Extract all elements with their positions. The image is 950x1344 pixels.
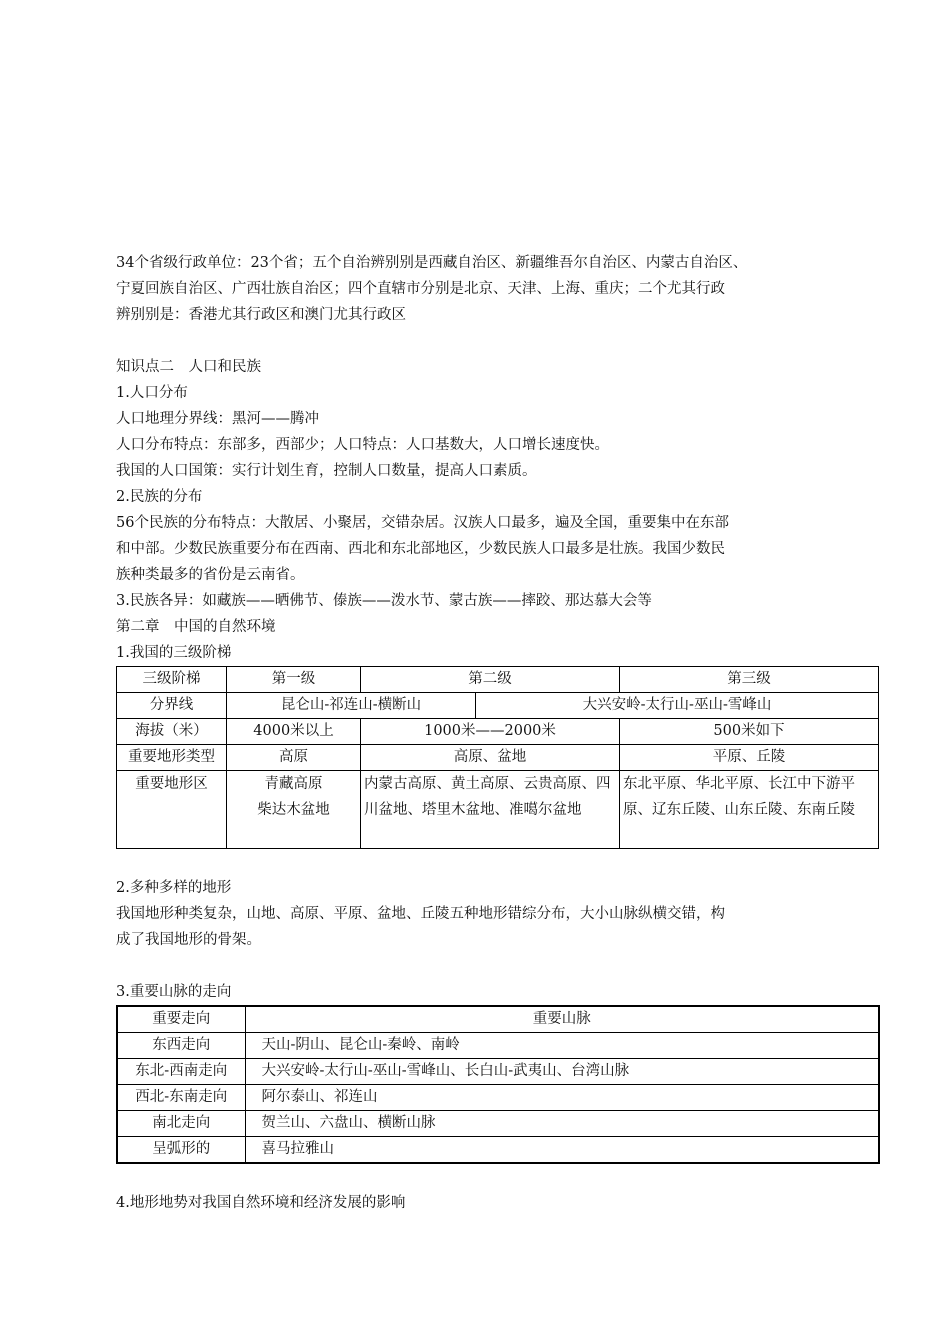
table-row <box>117 1006 879 1033</box>
table-cell: 贺兰山、六盘山、横断山脉 <box>245 1111 879 1137</box>
table-header-cell: 三级阶梯 <box>117 667 227 693</box>
intro-line-3: 辨别别是：香港尤其行政区和澳门尤其行政区 <box>116 307 406 323</box>
table-cell: 500米如下 <box>620 719 879 745</box>
table-row <box>117 719 879 745</box>
table-header-cell: 第一级 <box>227 667 361 693</box>
table-cell: 1000米——2000米 <box>361 719 620 745</box>
table-cell: 东北-西南走向 <box>117 1059 245 1085</box>
table-row <box>117 693 879 719</box>
table-row <box>117 1059 879 1085</box>
table-header-cell: 第二级 <box>361 667 620 693</box>
paragraph-line: 族种类最多的省份是云南省。 <box>116 567 305 583</box>
document-page <box>116 250 880 1216</box>
subheading-population: 1.人口分布 <box>116 385 188 401</box>
chapter-heading: 第二章 中国的自然环境 <box>116 619 276 635</box>
table-row <box>117 1137 879 1164</box>
intro-line-2: 宁夏回族自治区、广西壮族自治区；四个直辖市分别是北京、天津、上海、重庆；二个尤其行政 <box>116 281 725 297</box>
table-row <box>117 771 879 849</box>
subheading-ethnic: 2.民族的分布 <box>116 489 203 505</box>
table-header-cell: 第三级 <box>620 667 879 693</box>
table-cell: 大兴安岭-太行山-巫山-雪峰山 <box>476 693 879 719</box>
subheading-steps: 1.我国的三级阶梯 <box>116 645 232 661</box>
subheading-landforms: 2.多种多样的地形 <box>116 880 232 896</box>
paragraph-line: 成了我国地形的骨架。 <box>116 932 261 948</box>
paragraph-line: 我国地形种类复杂，山地、高原、平原、盆地、丘陵五种地形错综分布，大小山脉纵横交错，构 <box>116 906 725 922</box>
table-header-cell: 重要走向 <box>117 1006 245 1033</box>
paragraph-line: 和中部。少数民族重要分布在西南、西北和东北部地区，少数民族人口最多是壮族。我国少数民 <box>116 541 725 557</box>
intro-line-1: 34个省级行政单位：23个省；五个自治辨别别是西藏自治区、新疆维吾尔自治区、内蒙古自治区、 <box>116 255 748 271</box>
paragraph-line: 我国的人口国策：实行计划生育，控制人口数量，提高人口素质。 <box>116 463 537 479</box>
table-row <box>117 745 879 771</box>
subheading-mountains: 3.重要山脉的走向 <box>116 984 232 1000</box>
subheading-impact: 4.地形地势对我国自然环境和经济发展的影响 <box>116 1195 406 1211</box>
section-heading: 知识点二 人口和民族 <box>116 359 261 375</box>
table-cell: 喜马拉雅山 <box>245 1137 879 1164</box>
region-text: 柴达木盆地 <box>257 802 330 818</box>
region-text: 青藏高原 <box>264 776 323 792</box>
table-cell <box>227 771 361 849</box>
table-cell: 高原、盆地 <box>361 745 620 771</box>
table-row <box>117 667 879 693</box>
table-cell: 天山-阴山、昆仑山-秦岭、南岭 <box>245 1033 879 1059</box>
table-cell: 分界线 <box>117 693 227 719</box>
table-row <box>117 1033 879 1059</box>
table-row <box>117 1111 879 1137</box>
table-header-cell: 重要山脉 <box>245 1006 879 1033</box>
paragraph-line: 3.民族各异：如藏族——晒佛节、傣族——泼水节、蒙古族——摔跤、那达慕大会等 <box>116 593 652 609</box>
table-cell: 4000米以上 <box>227 719 361 745</box>
table-cell: 昆仑山-祁连山-横断山 <box>227 693 476 719</box>
table-cell: 平原、丘陵 <box>620 745 879 771</box>
table-cell: 大兴安岭-太行山-巫山-雪峰山、长白山-武夷山、台湾山脉 <box>245 1059 879 1085</box>
mountain-direction-table <box>116 1005 880 1164</box>
terrain-steps-table <box>116 666 879 849</box>
table-cell: 重要地形区 <box>117 771 227 849</box>
table-cell: 重要地形类型 <box>117 745 227 771</box>
table-cell: 内蒙古高原、黄土高原、云贵高原、四川盆地、塔里木盆地、准噶尔盆地 <box>361 771 620 849</box>
paragraph-line: 人口地理分界线：黑河——腾冲 <box>116 411 319 427</box>
table-cell: 呈弧形的 <box>117 1137 245 1164</box>
table-cell: 阿尔泰山、祁连山 <box>245 1085 879 1111</box>
paragraph-line: 56个民族的分布特点：大散居、小聚居，交错杂居。汉族人口最多，遍及全国，重要集中在东部 <box>116 515 729 531</box>
table-cell: 高原 <box>227 745 361 771</box>
table-cell: 东北平原、华北平原、长江中下游平原、辽东丘陵、山东丘陵、东南丘陵 <box>620 771 879 849</box>
table-row <box>117 1085 879 1111</box>
table-cell: 东西走向 <box>117 1033 245 1059</box>
table-cell: 南北走向 <box>117 1111 245 1137</box>
table-cell: 海拔（米） <box>117 719 227 745</box>
table-cell: 西北-东南走向 <box>117 1085 245 1111</box>
paragraph-line: 人口分布特点：东部多，西部少；人口特点：人口基数大，人口增长速度快。 <box>116 437 609 453</box>
